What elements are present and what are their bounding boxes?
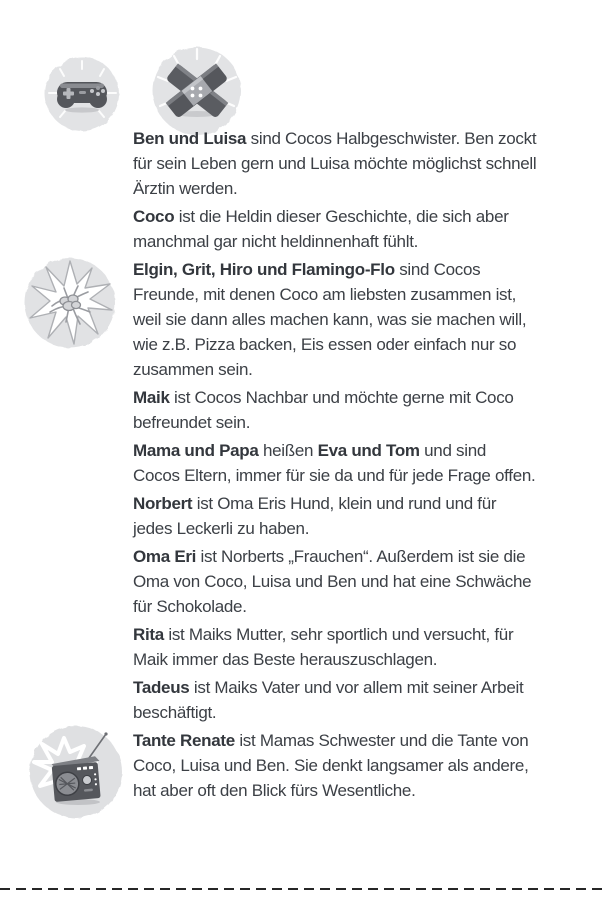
character-description: ist die Heldin dieser Geschichte, die sich aber manchmal gar nicht heldinnenhaft fühlt. (133, 207, 509, 251)
game-controller-splash-icon (42, 53, 122, 133)
radio-splash-icon (26, 720, 126, 820)
character-description: und sind Cocos Eltern, immer für sie da und für jede Frage offen. (133, 441, 536, 485)
character-entry (133, 126, 537, 201)
character-entry (133, 257, 537, 382)
character-description: ist Mamas Schwester und die Tante von Coco, Luisa und Ben. Sie denkt langsamer als andere, hat aber oft den Blick fürs Wesentliche. (133, 731, 529, 800)
character-entry (133, 385, 537, 435)
character-name: Rita (133, 625, 164, 644)
character-name: Eva und Tom (317, 441, 420, 460)
character-name: Ben und Luisa (133, 129, 247, 148)
character-description: ist Maiks Vater und vor allem mit seiner Arbeit beschäftigt. (133, 678, 524, 722)
character-name: Tadeus (133, 678, 190, 697)
dashed-cut-line (0, 888, 602, 890)
character-description: sind Cocos Halbgeschwister. Ben zockt für sein Leben gern und Luisa möchte möglichst schnell Ärztin werden. (133, 129, 537, 198)
character-name: Tante Renate (133, 731, 235, 750)
character-entry (133, 544, 537, 619)
character-description: sind Cocos Freunde, mit denen Coco am liebsten zusammen ist, weil sie dann alles machen kann, was sie machen will, wie z.B. Pizza backen, Eis essen oder einfach nur so zusammen sein. (133, 260, 527, 379)
character-description: ist Cocos Nachbar und möchte gerne mit Coco befreundet sein. (133, 388, 514, 432)
character-description: ist Norberts „Frauchen“. Außerdem ist sie die Oma von Coco, Luisa und Ben und hat eine Schwäche für Schokolade. (133, 547, 532, 616)
character-entry (133, 491, 537, 541)
character-name: Oma Eri (133, 547, 197, 566)
hands-splash-icon (22, 254, 118, 350)
character-name: Mama und Papa (133, 441, 259, 460)
character-name: Norbert (133, 494, 193, 513)
character-entry (133, 728, 537, 803)
bandage-splash-icon (150, 44, 244, 138)
character-name: Coco (133, 207, 175, 226)
character-name: Maik (133, 388, 170, 407)
character-name: Elgin, Grit, Hiro und Flamingo-Flo (133, 260, 395, 279)
character-description: ist Oma Eris Hund, klein und rund und für jedes Leckerli zu haben. (133, 494, 497, 538)
character-entry (133, 622, 537, 672)
character-entry (133, 204, 537, 254)
character-entry (133, 438, 537, 488)
character-description: ist Maiks Mutter, sehr sportlich und versucht, für Maik immer das Beste herauszuschlagen. (133, 625, 514, 669)
character-entry (133, 675, 537, 725)
character-description: heißen (258, 441, 318, 460)
character-entries (133, 126, 537, 806)
